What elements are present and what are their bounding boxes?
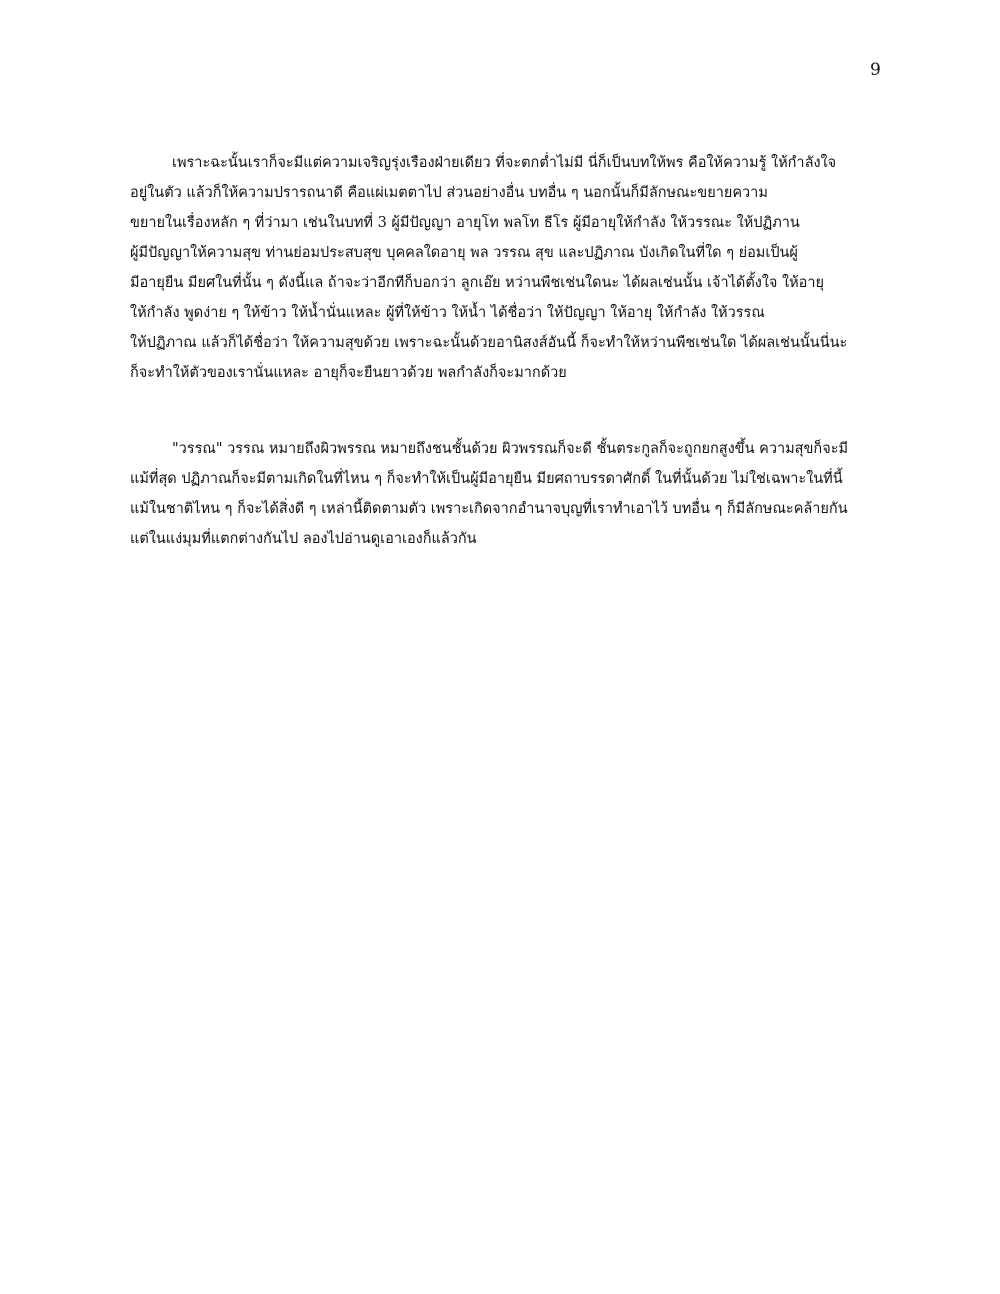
paragraph-2 [130, 434, 890, 554]
paragraph-line: แต่ในแง่มุมที่แตกต่างกันไป ลองไปอ่านดูเอาเองก็แล้วกัน [130, 531, 477, 547]
page-number: 9 [870, 60, 881, 80]
paragraph-line: "วรรณ" วรรณ หมายถึงผิวพรรณ หมายถึงชนชั้นด้วย ผิวพรรณก็จะดี ชั้นตระกูลก็จะถูกยกสูงขึ้น ความสุขก็จะมี [172, 441, 849, 457]
paragraph-line: แม้ในชาติไหน ๆ ก็จะได้สิ่งดี ๆ เหล่านี้ติดตามตัว เพราะเกิดจากอำนาจบุญที่เราทำเอาไว้ บทอื่น ๆ ก็มีลักษณะคล้ายกัน [130, 501, 848, 517]
paragraph-line: ผู้มีปัญญาให้ความสุข ท่านย่อมประสบสุข บุคคลใดอายุ พล วรรณ สุข และปฏิภาณ บังเกิดในที่ใด ๆ ย่อมเป็นผู้ [130, 245, 798, 261]
paragraph-line: ขยายในเรื่องหลัก ๆ ที่ว่ามา เช่นในบทที่ 3 ผู้มีปัญญา อายุโท พลโท ธีโร ผู้มีอายุให้กำลัง ให้วรรณะ ให้ปฏิภาน [130, 215, 800, 231]
paragraph-line: ให้ปฏิภาณ แล้วก็ได้ชื่อว่า ให้ความสุขด้วย เพราะฉะนั้นด้วยอานิสงส์อันนี้ ก็จะทำให้หว่านพืชเช่นใด ได้ผลเช่นนั้นนี่นะ [130, 335, 848, 351]
paragraph-line: เพราะฉะนั้นเราก็จะมีแต่ความเจริญรุ่งเรืองฝ่ายเดียว ที่จะตกต่ำไม่มี นี่ก็เป็นบทให้พร คือให้ความรู้ ให้กำลังใจ [172, 155, 837, 171]
paragraph-line: ให้กำลัง พูดง่าย ๆ ให้ข้าว ให้น้ำนั่นแหละ ผู้ที่ให้ข้าว ให้น้ำ ได้ชื่อว่า ให้ปัญญา ให้อายุ ให้กำลัง ให้วรรณ [130, 305, 765, 321]
paragraph-1 [130, 148, 890, 388]
paragraph-line: มีอายุยืน มียศในที่นั้น ๆ ดังนี้แล ถ้าจะว่าอีกทีก็บอกว่า ลูกเอ๊ย หว่านพืชเช่นใดนะ ได้ผลเช่นนั้น เจ้าได้ตั้งใจ ให้อายุ [130, 275, 825, 291]
paragraph-line: ก็จะทำให้ตัวของเรานั่นแหละ อายุก็จะยืนยาวด้วย พลกำลังก็จะมากด้วย [130, 365, 567, 381]
paragraph-line: อยู่ในตัว แล้วก็ให้ความปรารถนาดี คือแผ่เมตตาไป ส่วนอย่างอื่น บทอื่น ๆ นอกนั้นก็มีลักษณะขยายความ [130, 185, 768, 201]
paragraph-line: แม้ที่สุด ปฏิภาณก็จะมีตามเกิดในที่ไหน ๆ ก็จะทำให้เป็นผู้มีอายุยืน มียศถาบรรดาศักดิ์ ในที่นั้นด้วย ไม่ใช่เฉพาะในที่นี้ [130, 471, 843, 487]
